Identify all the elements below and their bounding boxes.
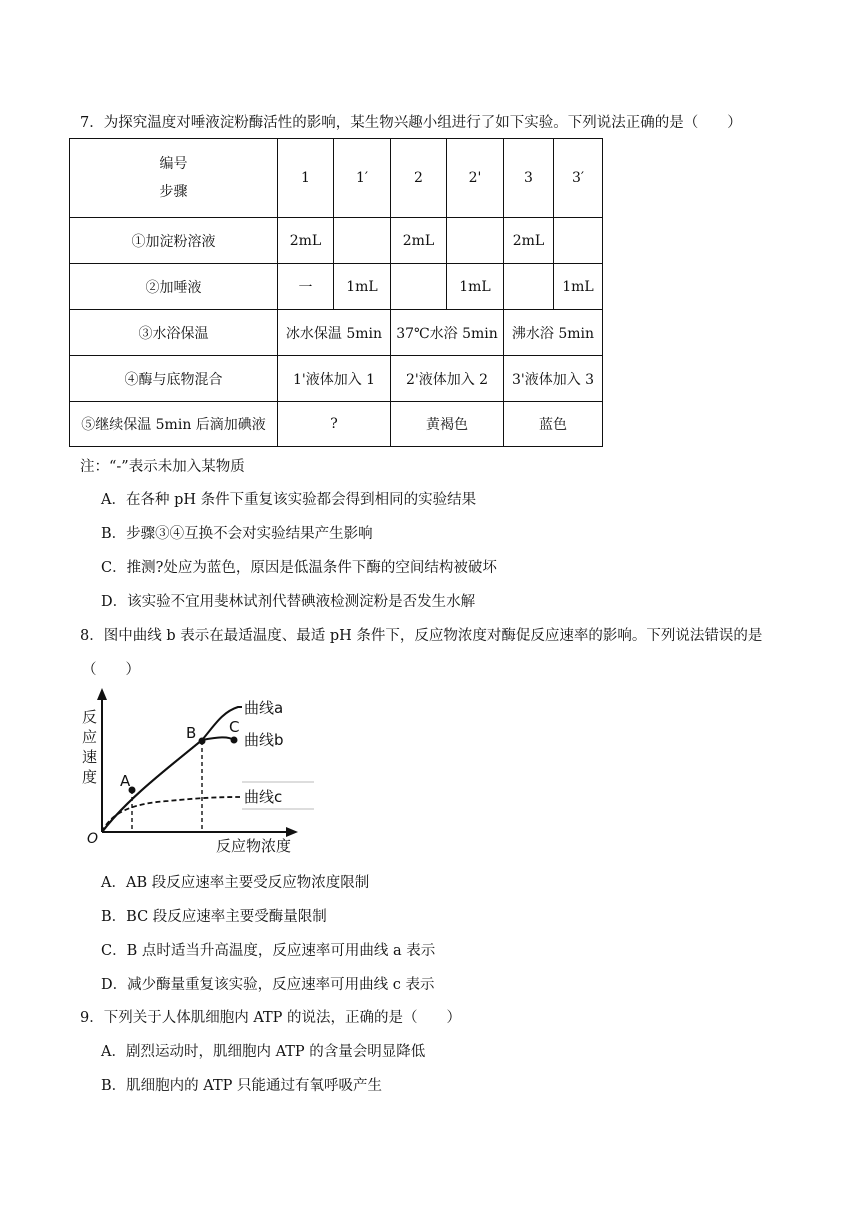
- option-a: A．剧烈运动时，肌细胞内 ATP 的含量会明显降低: [101, 1044, 426, 1060]
- table-cell: 2mL: [391, 218, 447, 264]
- point-c-marker: [231, 737, 238, 744]
- table-cell: 1'液体加入 1: [278, 356, 391, 402]
- header-corner-cell: [70, 139, 278, 218]
- table-cell: 沸水浴 5min: [504, 310, 603, 356]
- table-cell: 冰水保温 5min: [278, 310, 391, 356]
- point-b-marker: [199, 738, 206, 745]
- option-c: C．推测?处应为蓝色，原因是低温条件下酶的空间结构被破坏: [101, 560, 497, 576]
- table-cell: 1mL: [554, 264, 603, 310]
- table-row: [70, 264, 603, 310]
- table-cell: [391, 264, 447, 310]
- y-axis-label-char: 应: [82, 728, 98, 746]
- experiment-table: [69, 138, 603, 447]
- point-c-label: C: [229, 718, 240, 736]
- origin-label: O: [87, 831, 99, 847]
- option-b: B．BC 段反应速率主要受酶量限制: [101, 909, 327, 925]
- table-cell: 3'液体加入 3: [504, 356, 603, 402]
- option-b: B．肌细胞内的 ATP 只能通过有氧呼吸产生: [101, 1078, 382, 1094]
- header-step-label: 步骤: [159, 184, 188, 200]
- group-id-cell: 1: [278, 139, 334, 218]
- table-row: [70, 218, 603, 264]
- curve-b-label: 曲线b: [244, 731, 284, 749]
- table-cell: 蓝色: [504, 402, 603, 447]
- option-d: D．减少酶量重复该实验，反应速率可用曲线 c 表示: [101, 977, 435, 993]
- table-cell: [504, 264, 554, 310]
- group-id-cell: 2': [447, 139, 504, 218]
- question-8-stem-continuation: （ ）: [82, 662, 140, 678]
- header-id-label: 编号: [159, 156, 188, 172]
- curve-c-label: 曲线c: [244, 788, 283, 806]
- curve-a-label: 曲线a: [244, 699, 284, 717]
- table-cell: 黄褐色: [391, 402, 504, 447]
- step-cell: ①加淀粉溶液: [70, 218, 278, 264]
- y-axis-arrow-icon: [97, 688, 107, 700]
- table-cell: 1mL: [447, 264, 504, 310]
- option-a: A．AB 段反应速率主要受反应物浓度限制: [101, 875, 370, 891]
- enzyme-rate-figure: [78, 688, 318, 858]
- option-b: B．步骤③④互换不会对实验结果产生影响: [101, 526, 373, 542]
- curve-c: [102, 797, 240, 832]
- table-row: [70, 402, 603, 447]
- x-axis-label: 反应物浓度: [216, 837, 292, 855]
- group-id-cell: 3′: [554, 139, 603, 218]
- question-7-stem: 7．为探究温度对唾液淀粉酶活性的影响，某生物兴趣小组进行了如下实验。下列说法正确的是（ ）: [80, 115, 742, 131]
- table-cell: [447, 218, 504, 264]
- table-cell: 一: [278, 264, 334, 310]
- table-cell: [334, 218, 391, 264]
- group-id-cell: 2: [391, 139, 447, 218]
- question-8-stem: 8．图中曲线 b 表示在最适温度、最适 pH 条件下，反应物浓度对酶促反应速率的影响。下列说法错误的是: [80, 628, 763, 644]
- table-cell: 1mL: [334, 264, 391, 310]
- table-cell: 37℃水浴 5min: [391, 310, 504, 356]
- point-b-label: B: [186, 724, 197, 742]
- option-c: C．B 点时适当升高温度，反应速率可用曲线 a 表示: [101, 943, 436, 959]
- step-cell: ③水浴保温: [70, 310, 278, 356]
- table-cell: [554, 218, 603, 264]
- table-note: 注：“-”表示未加入某物质: [80, 459, 245, 475]
- table-cell: 2mL: [278, 218, 334, 264]
- point-a-label: A: [120, 772, 131, 790]
- curve-a: [102, 707, 242, 832]
- y-axis-label-char: 速: [82, 748, 98, 766]
- table-cell: 2mL: [504, 218, 554, 264]
- group-id-cell: 3: [504, 139, 554, 218]
- group-id-cell: 1′: [334, 139, 391, 218]
- table-row: [70, 356, 603, 402]
- table-header-row: [70, 139, 603, 218]
- y-axis-label-char: 反: [82, 708, 98, 726]
- option-d: D．该实验不宜用斐林试剂代替碘液检测淀粉是否发生水解: [101, 594, 476, 610]
- option-a: A．在各种 pH 条件下重复该实验都会得到相同的实验结果: [101, 492, 477, 508]
- table-row: [70, 310, 603, 356]
- step-cell: ④酶与底物混合: [70, 356, 278, 402]
- step-cell: ②加唾液: [70, 264, 278, 310]
- step-cell: ⑤继续保温 5min 后滴加碘液: [70, 402, 278, 447]
- table-cell: ?: [278, 402, 391, 447]
- y-axis-label-char: 度: [82, 768, 98, 786]
- table-cell: 2'液体加入 2: [391, 356, 504, 402]
- question-9-stem: 9．下列关于人体肌细胞内 ATP 的说法，正确的是（ ）: [80, 1010, 462, 1026]
- x-axis-arrow-icon: [286, 827, 298, 837]
